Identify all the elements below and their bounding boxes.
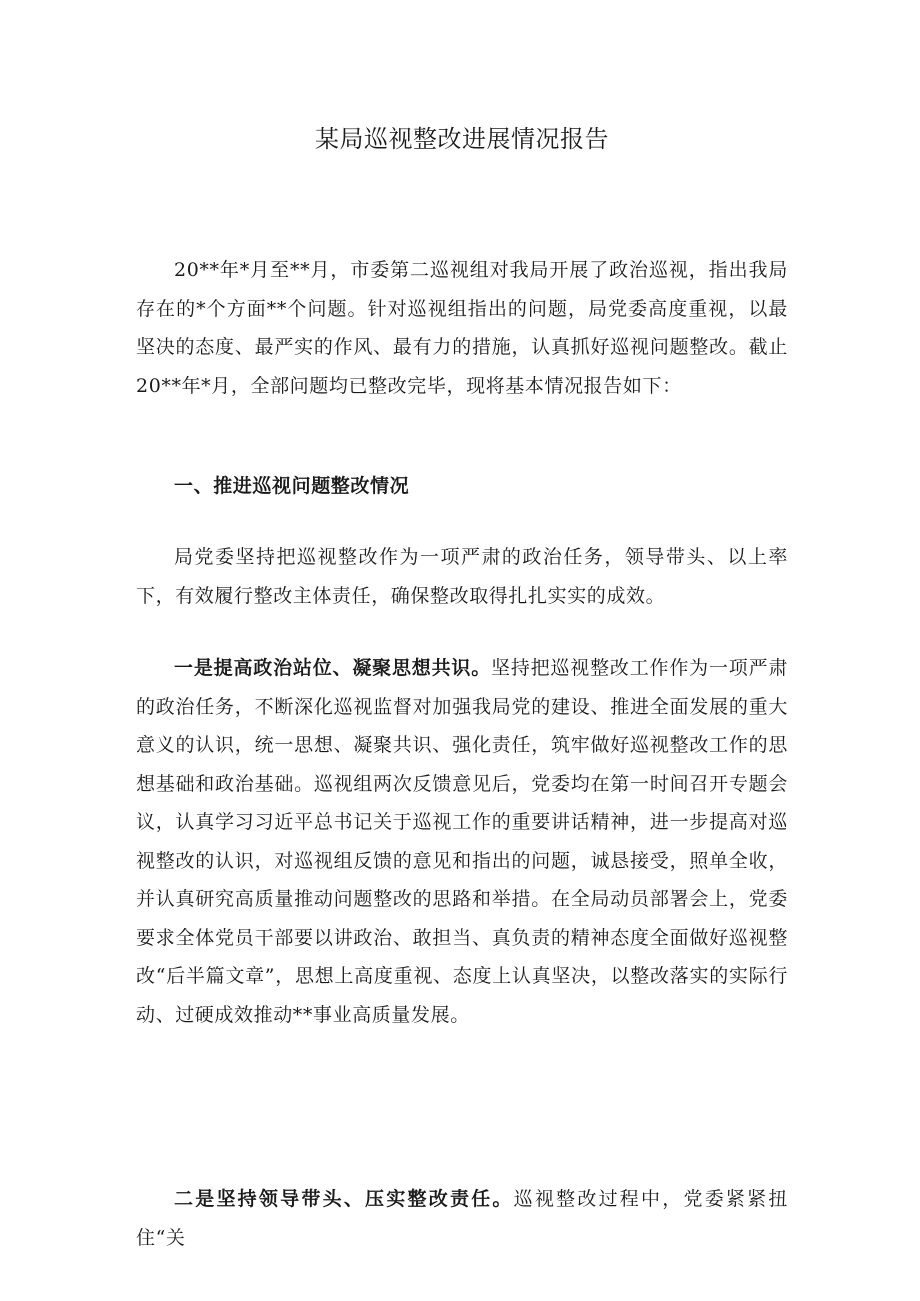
point-1-paragraph xyxy=(136,649,788,1034)
document-title: 某局巡视整改进展情况报告 xyxy=(315,125,609,153)
intro-paragraph: 20**年*月至**月，市委第二巡视组对我局开展了政治巡视，指出我局存在的*个方面**个问题。针对巡视组指出的问题，局党委高度重视，以最坚决的态度、最严实的作风、最有力的措施，认真抓好巡视问题整改。截止20**年*月，全部问题均已整改完毕，现将基本情况报告如下： xyxy=(136,259,788,397)
point-2-paragraph xyxy=(136,1180,788,1257)
point-1-lead: 一是提高政治站位、凝聚思想共识。 xyxy=(174,657,492,679)
section-1-intro-paragraph: 局党委坚持把巡视整改作为一项严肃的政治任务，领导带头、以上率下，有效履行整改主体责任，确保整改取得扎扎实实的成效。 xyxy=(136,546,788,607)
section-heading-1: 一、推进巡视问题整改情况 xyxy=(174,475,410,497)
point-1-body: 坚持把巡视整改工作作为一项严肃的政治任务，不断深化巡视监督对加强我局党的建设、推进全面发展的重大意义的认识，统一思想、凝聚共识、强化责任，筑牢做好巡视整改工作的思想基础和政治基础。巡视组两次反馈意见后，党委均在第一时间召开专题会议，认真学习习近平总书记关于巡视工作的重要讲话精神，进一步提高对巡视整改的认识，对巡视组反馈的意见和指出的问题，诚恳接受，照单全收，并认真研究高质量推动问题整改的思路和举措。在全局动员部署会上，党委要求全体党员干部要以讲政治、敢担当、真负责的精神态度全面做好巡视整改“后半篇文章”，思想上高度重视、态度上认真坚决，以整改落实的实际行动、过硬成效推动**事业高质量发展。 xyxy=(136,657,788,1026)
point-2-lead: 二是坚持领导带头、压实整改责任。 xyxy=(174,1188,514,1210)
point-2-body: 巡视整改过程中，党委紧紧扭住“关 xyxy=(136,1188,788,1249)
